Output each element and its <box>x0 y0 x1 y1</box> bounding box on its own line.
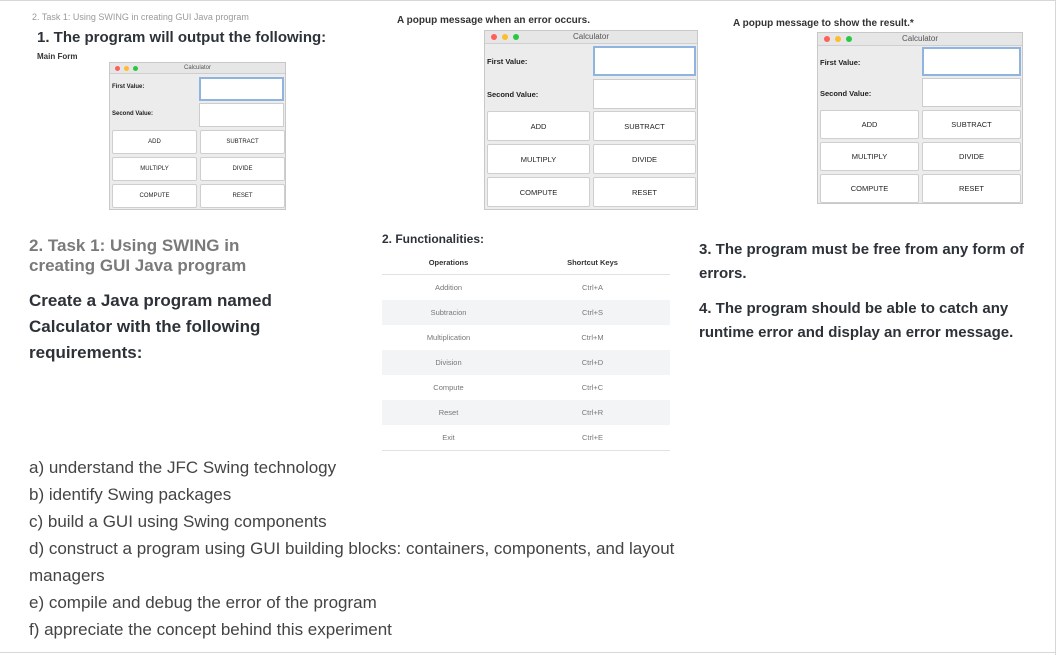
objective-item: b) identify Swing packages <box>29 485 232 504</box>
second-value-input[interactable] <box>199 103 284 127</box>
multiply-button[interactable]: MULTIPLY <box>820 142 919 171</box>
first-value-input[interactable] <box>922 47 1021 76</box>
breadcrumb[interactable]: 2. Task 1: Using SWING in creating GUI Java program <box>32 12 249 22</box>
reset-button[interactable]: RESET <box>922 174 1021 203</box>
divide-button[interactable]: DIVIDE <box>200 157 285 181</box>
divide-button[interactable]: DIVIDE <box>593 144 696 174</box>
requirement-4: 4. The program should be able to catch any runtime error and display an error message. <box>699 300 1014 341</box>
top-border <box>0 0 1056 1</box>
second-value-label: Second Value: <box>487 90 539 99</box>
multiply-button[interactable]: MULTIPLY <box>112 157 197 181</box>
title-bar[interactable] <box>110 63 285 74</box>
second-value-label: Second Value: <box>820 89 872 98</box>
window-title: Calculator <box>901 34 938 43</box>
divide-button[interactable]: DIVIDE <box>922 142 1021 171</box>
table-row <box>382 425 670 451</box>
title-bar[interactable] <box>818 33 1022 46</box>
table-row <box>382 300 670 325</box>
operation-cell: Multiplication <box>426 333 471 342</box>
operation-cell: Exit <box>382 425 515 451</box>
subtract-button[interactable]: SUBTRACT <box>922 110 1021 139</box>
first-value-input[interactable] <box>199 77 284 101</box>
second-value-input[interactable] <box>593 79 696 109</box>
operations-header: Operations <box>382 250 515 275</box>
multiply-button[interactable]: MULTIPLY <box>487 144 590 174</box>
subtract-button[interactable]: SUBTRACT <box>593 111 696 141</box>
table-row <box>382 275 670 301</box>
task-title: 2. Task 1: Using SWING in creating GUI Java program <box>29 236 247 275</box>
main-form-window <box>109 62 286 210</box>
table-row <box>382 375 670 400</box>
add-button[interactable]: ADD <box>112 130 197 154</box>
first-value-label: First Value: <box>487 57 528 66</box>
objective-item: a) understand the JFC Swing technology <box>29 458 337 477</box>
objectives-list <box>29 454 689 643</box>
objective-item: f) appreciate the concept behind this experiment <box>29 620 392 639</box>
table-row <box>382 325 670 350</box>
requirement-3: 3. The program must be free from any form of errors. <box>699 241 1025 282</box>
shortcut-cell: Ctrl+D <box>515 350 670 375</box>
table-row <box>382 350 670 375</box>
first-value-label: First Value: <box>820 58 861 67</box>
operation-cell: Division <box>382 350 515 375</box>
operation-cell: Reset <box>382 400 515 425</box>
second-value-label: Second Value: <box>112 111 154 117</box>
shortcut-cell: Ctrl+A <box>581 283 604 292</box>
bottom-border <box>0 652 1056 653</box>
functionalities-title: 2. Functionalities: <box>382 232 485 246</box>
output-heading: 1. The program will output the following: <box>37 29 327 46</box>
shortcut-keys-header: Shortcut Keys <box>515 250 670 275</box>
window-title: Calculator <box>572 32 609 41</box>
main-form-label: Main Form <box>37 52 78 61</box>
shortcut-cell: Ctrl+S <box>515 300 670 325</box>
title-bar[interactable] <box>485 31 697 44</box>
compute-button[interactable]: COMPUTE <box>487 177 590 207</box>
add-button[interactable]: ADD <box>820 110 919 139</box>
error-popup-window <box>484 30 698 210</box>
table-header-row <box>382 250 670 275</box>
objective-item: c) build a GUI using Swing components <box>29 512 327 531</box>
error-popup-caption: A popup message when an error occurs. <box>397 15 591 26</box>
reset-button[interactable]: RESET <box>200 184 285 208</box>
objective-item: d) construct a program using GUI building blocks: containers, components, and layout managers <box>29 539 675 585</box>
operation-cell: Subtracion <box>382 300 515 325</box>
shortcut-cell: Ctrl+C <box>581 383 604 392</box>
first-value-label: First Value: <box>112 84 145 90</box>
subtract-button[interactable]: SUBTRACT <box>200 130 285 154</box>
first-value-input[interactable] <box>593 46 696 76</box>
shortcut-cell: Ctrl+R <box>515 400 670 425</box>
add-button[interactable]: ADD <box>487 111 590 141</box>
result-popup-window <box>817 32 1023 204</box>
operation-cell: Compute <box>433 383 464 392</box>
result-popup-caption: A popup message to show the result.* <box>733 18 914 29</box>
operation-cell: Addition <box>434 283 463 292</box>
table-row <box>382 400 670 425</box>
shortcut-cell: Ctrl+E <box>515 425 670 451</box>
second-value-input[interactable] <box>922 78 1021 107</box>
shortcut-cell: Ctrl+M <box>581 333 604 342</box>
window-title: Calculator <box>183 65 211 71</box>
objective-item: e) compile and debug the error of the program <box>29 593 377 612</box>
reset-button[interactable]: RESET <box>593 177 696 207</box>
create-instructions: Create a Java program named Calculator with the following requirements: <box>29 291 272 362</box>
compute-button[interactable]: COMPUTE <box>820 174 919 203</box>
shortcut-table <box>382 250 670 451</box>
compute-button[interactable]: COMPUTE <box>112 184 197 208</box>
